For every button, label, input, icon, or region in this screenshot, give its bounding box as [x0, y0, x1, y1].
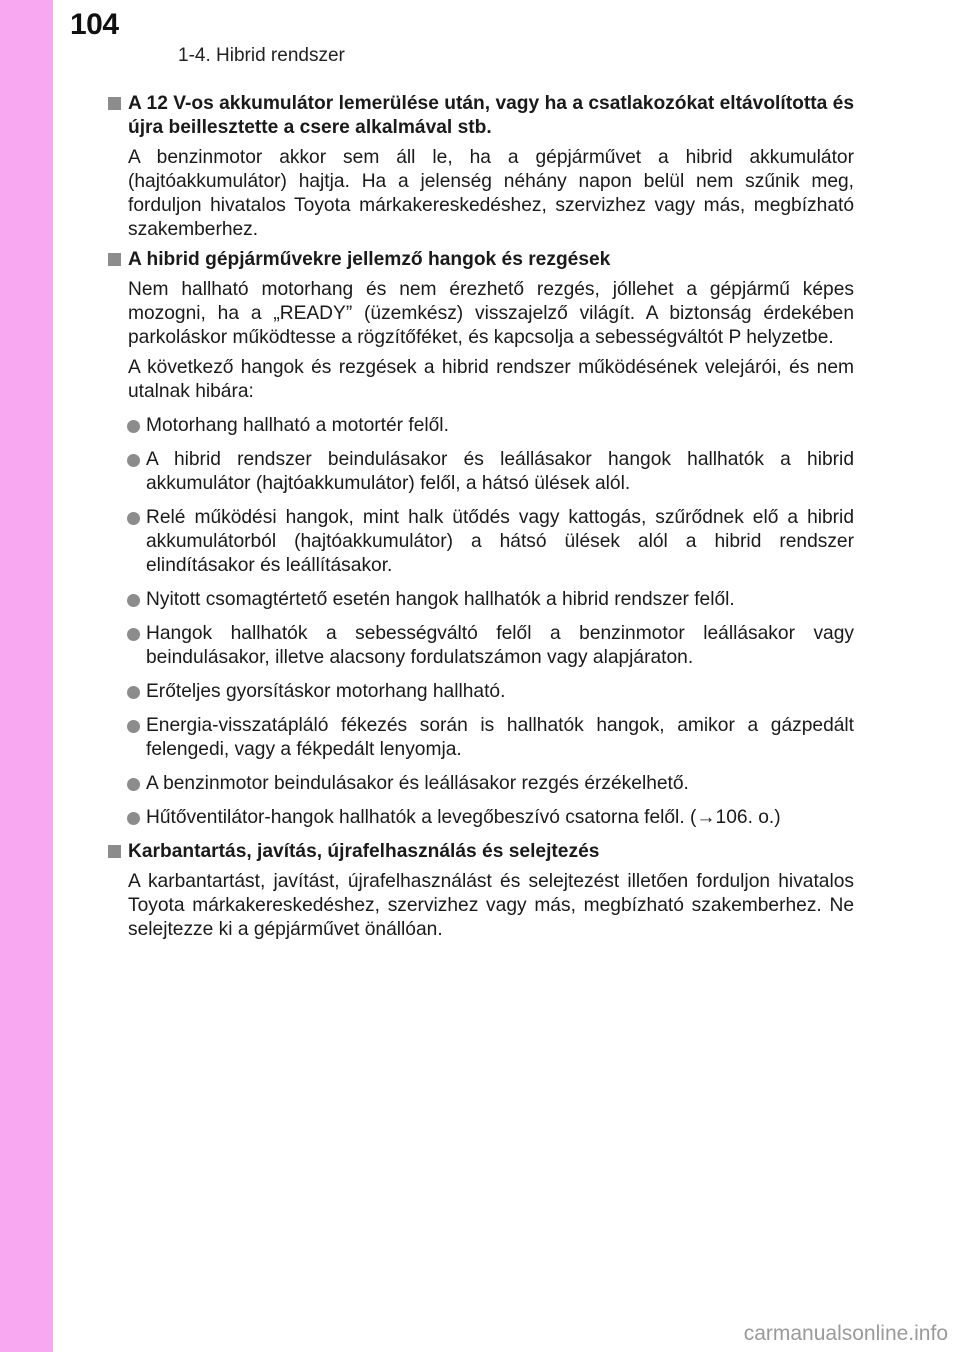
- list-item: [106, 772, 854, 796]
- list-item: [106, 588, 854, 612]
- list-item-text: Hangok hallhatók a sebességváltó felől a benzinmotor leállásakor vagy beindulásakor, illetve alacsony fordulatszámon vagy alapjáraton.: [146, 623, 854, 668]
- circle-bullet-icon: [127, 628, 140, 641]
- circle-bullet-icon: [127, 720, 140, 733]
- list-item: [106, 806, 854, 830]
- circle-bullet-icon: [127, 686, 140, 699]
- page-header: [0, 0, 960, 70]
- watermark: carmanualsonline.info: [743, 1322, 948, 1345]
- paragraph: A karbantartást, javítást, újrafelhasználást és selejtezést illetően forduljon hivatalos Toyota márkakereskedéshez, szervizhez vagy más, megbízható szakemberhez. Ne selejtezze ki a gépjárművet önállóan.: [128, 871, 854, 940]
- section-heading: [106, 840, 854, 864]
- circle-bullet-icon: [127, 454, 140, 467]
- list-item: [106, 714, 854, 762]
- section-hybrid-sounds: [106, 248, 854, 830]
- list-item: [106, 448, 854, 496]
- circle-bullet-icon: [127, 512, 140, 525]
- list-item-text: Motorhang hallható a motortér felől.: [146, 415, 449, 436]
- paragraph: Nem hallható motorhang és nem érezhető rezgés, jóllehet a gépjármű képes mozogni, ha a „READY” (üzemkész) visszajelző világít. A biztonság érdekében parkoláskor működtesse a rögzítőféket, és kapcsolja a sebességváltót P helyzetbe.: [128, 279, 854, 348]
- list-item-text: A benzinmotor beindulásakor és leállásakor rezgés érzékelhető.: [146, 773, 689, 794]
- heading-text: A 12 V-os akkumulátor lemerülése után, vagy ha a csatlakozókat eltávolította és újra beillesztette a csere alkalmával stb.: [128, 93, 854, 138]
- list-item: [106, 506, 854, 578]
- section-title: 1-4. Hibrid rendszer: [178, 45, 345, 66]
- list-item: [106, 622, 854, 670]
- page-number: 104: [70, 8, 119, 41]
- circle-bullet-icon: [127, 420, 140, 433]
- section-maintenance: [106, 840, 854, 942]
- square-bullet-icon: [108, 845, 121, 858]
- list-item-text: Nyitott csomagtértető esetén hangok hallhatók a hibrid rendszer felől.: [146, 589, 735, 610]
- square-bullet-icon: [108, 253, 121, 266]
- circle-bullet-icon: [127, 812, 140, 825]
- list-item-text: Relé működési hangok, mint halk ütődés vagy kattogás, szűrődnek elő a hibrid akkumulátorból (hajtóakkumulátor) a hátsó ülések alól a hibrid rendszer elindításakor és leállításakor.: [146, 507, 854, 576]
- section-battery-disconnect: [106, 92, 854, 242]
- page-content: [106, 92, 854, 948]
- square-bullet-icon: [108, 97, 121, 110]
- list-item: [106, 680, 854, 704]
- section-heading: [106, 248, 854, 272]
- heading-text: Karbantartás, javítás, újrafelhasználás és selejtezés: [128, 841, 600, 862]
- paragraph: A benzinmotor akkor sem áll le, ha a gépjárművet a hibrid akkumulátor (hajtóakkumulátor) hajtja. Ha a jelenség néhány napon belül nem szűnik meg, forduljon hivatalos Toyota márkakereskedéshez, szervizhez vagy más, megbízható szakemberhez.: [128, 147, 854, 240]
- heading-text: A hibrid gépjárművekre jellemző hangok és rezgések: [128, 249, 611, 270]
- section-heading: [106, 92, 854, 140]
- list-item-text: Hűtőventilátor-hangok hallhatók a levegőbeszívó csatorna felől. (→106. o.): [146, 807, 781, 828]
- circle-bullet-icon: [127, 594, 140, 607]
- side-color-band: [0, 0, 53, 1352]
- list-item: [106, 414, 854, 438]
- list-item-text: Energia-visszatápláló fékezés során is hallhatók hangok, amikor a gázpedált felengedi, vagy a fékpedált lenyomja.: [146, 715, 854, 760]
- circle-bullet-icon: [127, 778, 140, 791]
- list-item-text: Erőteljes gyorsításkor motorhang hallható.: [146, 681, 506, 702]
- paragraph: A következő hangok és rezgések a hibrid rendszer működésének velejárói, és nem utalnak hibára:: [128, 357, 854, 402]
- list-item-text: A hibrid rendszer beindulásakor és leállásakor hangok hallhatók a hibrid akkumulátor (hajtóakkumulátor) felől, a hátsó ülések alól.: [146, 449, 854, 494]
